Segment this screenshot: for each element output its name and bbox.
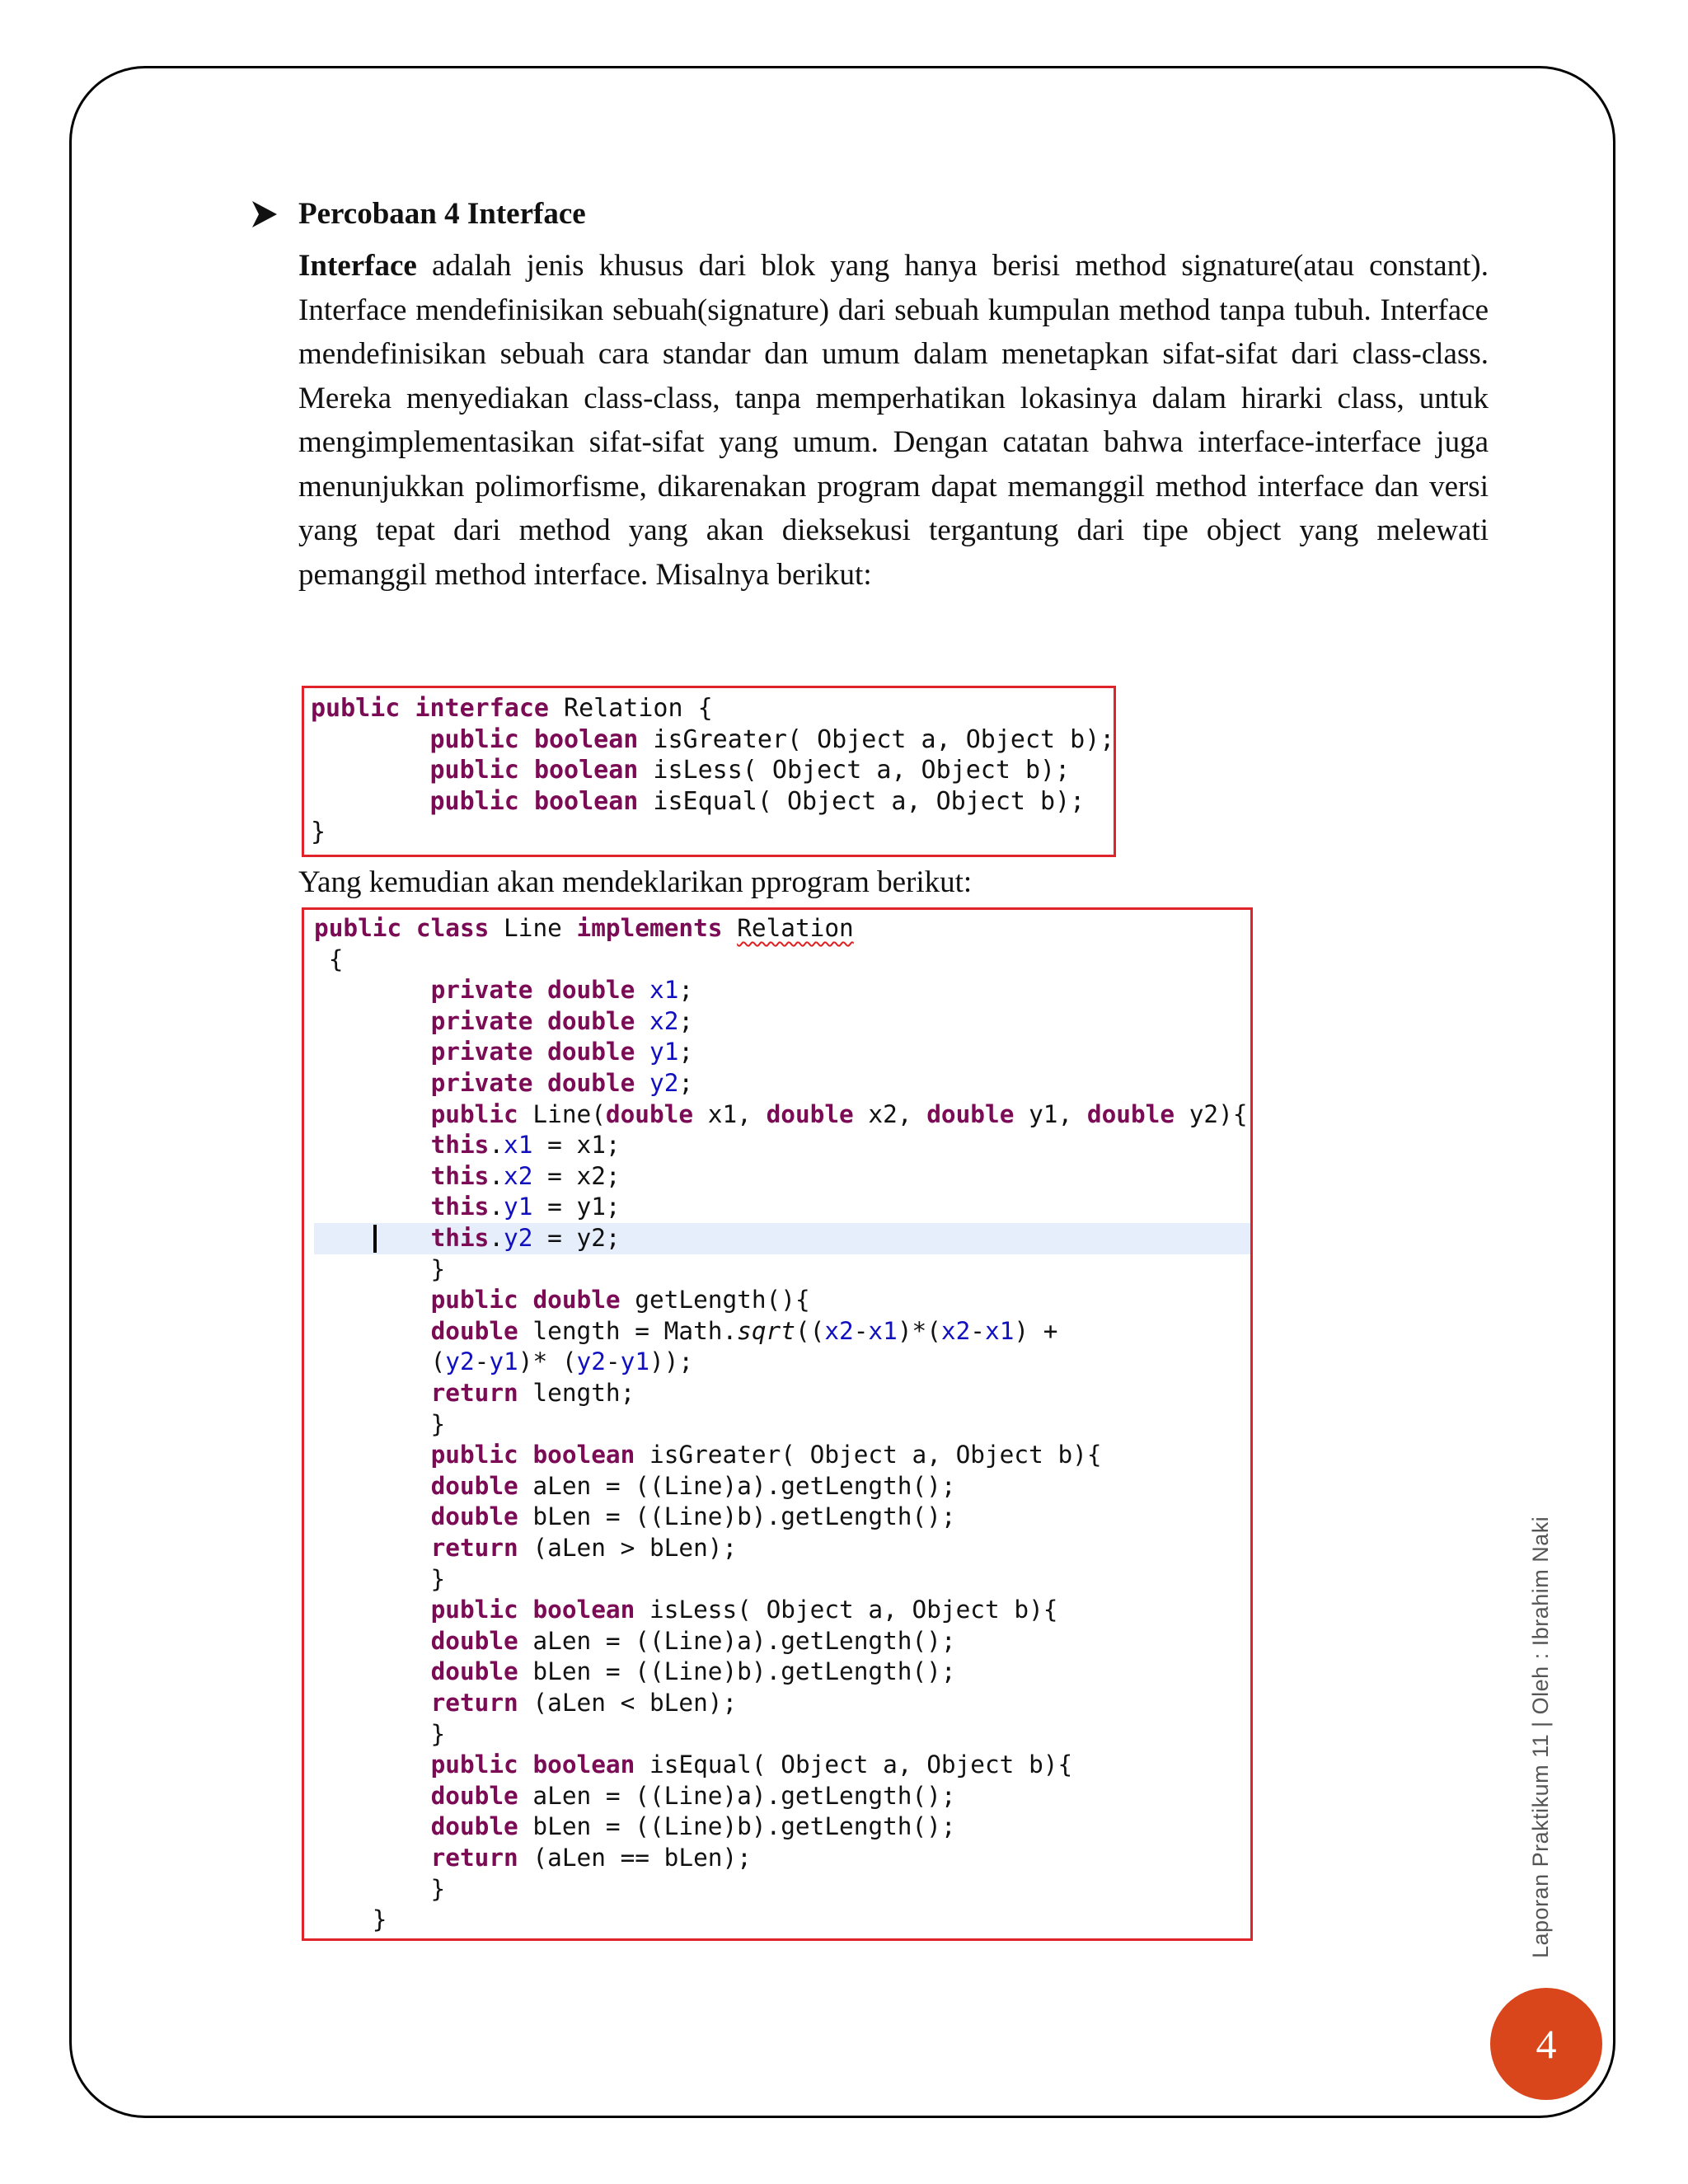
code-line: public Line(double x1, double x2, double y1, double y2){ xyxy=(430,1099,1248,1128)
intro-paragraph xyxy=(298,244,1489,597)
code-line: public boolean isEqual( Object a, Object b); xyxy=(429,786,1085,816)
code-line: double aLen = ((Line)a).getLength(); xyxy=(430,1781,956,1810)
code-line: double bLen = ((Line)b).getLength(); xyxy=(430,1502,956,1531)
code-line: private double y2; xyxy=(430,1069,694,1097)
code-line: this.y2 = y2; xyxy=(430,1224,621,1252)
code-line: public boolean isEqual( Object a, Object b){ xyxy=(430,1750,1073,1779)
code-line: return length; xyxy=(430,1379,635,1407)
code-line: } xyxy=(314,1564,446,1593)
caption-text: Yang kemudian akan mendeklarikan pprogram berikut: xyxy=(298,865,973,899)
code-line: public double getLength(){ xyxy=(430,1286,810,1315)
code-line: public boolean isLess( Object a, Object b){ xyxy=(430,1596,1058,1624)
code-line: public class Line implements Relation xyxy=(314,914,854,942)
code-line: this.x2 = x2; xyxy=(430,1161,621,1190)
code-line: public boolean isLess( Object a, Object b); xyxy=(429,756,1071,785)
code-line: double bLen = ((Line)b).getLength(); xyxy=(430,1657,956,1686)
page-number-badge: 4 xyxy=(1490,1988,1602,2100)
section-heading xyxy=(247,196,586,232)
side-footer-text: Laporan Praktikum 11 | Oleh : Ibrahim Naki xyxy=(1528,1516,1553,1958)
code-line: } xyxy=(314,1905,387,1934)
code-line: double aLen = ((Line)a).getLength(); xyxy=(430,1626,956,1655)
code-line: double aLen = ((Line)a).getLength(); xyxy=(430,1471,956,1500)
paragraph-bold-lead: Interface xyxy=(298,249,417,283)
interface-code-block xyxy=(302,686,1116,857)
code-line: } xyxy=(314,1254,446,1283)
code-line: } xyxy=(314,1874,446,1903)
code-line: this.x1 = x1; xyxy=(430,1131,621,1160)
code-line: { xyxy=(314,944,344,973)
code-line: double length = Math.sqrt((x2-x1)*(x2-x1) + xyxy=(430,1316,1058,1345)
code-line: this.y1 = y1; xyxy=(430,1193,621,1221)
code-line: } xyxy=(314,1409,446,1438)
code-line: } xyxy=(314,1719,446,1748)
paragraph-text: adalah jenis khusus dari blok yang hanya berisi method signature(atau constant). Interface mendefinisikan sebuah(signature) dari sebuah kumpulan method tanpa tubuh. Interface mendefinisikan sebuah cara standar dan umum dalam menetapkan sifat-sifat dari class-class. Mereka menyediakan class-class, tanpa memperhatikan lokasinya dalam hirarki class, untuk mengimplementasikan sifat-sifat yang umum. Dengan catatan bahwa interface-interface juga menunjukkan polimorfisme, dikarenakan program dapat memanggil method interface dan versi yang tepat dari method yang akan dieksekusi tergantung dari tipe object yang melewati pemanggil method interface. Misalnya berikut: xyxy=(298,249,1489,592)
class-code-block xyxy=(302,907,1253,1941)
code-line: public boolean isGreater( Object a, Object b){ xyxy=(430,1441,1102,1469)
code-line: private double x2; xyxy=(430,1006,694,1035)
code-line: public boolean isGreater( Object a, Object b); xyxy=(429,724,1115,754)
code-line: } xyxy=(311,818,326,847)
code-line: private double x1; xyxy=(430,976,694,1005)
code-line: double bLen = ((Line)b).getLength(); xyxy=(430,1812,956,1841)
code-line: public interface Relation { xyxy=(311,694,713,723)
code-line: (y2-y1)* (y2-y1)); xyxy=(314,1347,694,1376)
code-line: return (aLen > bLen); xyxy=(430,1534,738,1562)
code-line: return (aLen < bLen); xyxy=(430,1689,738,1717)
code-line: return (aLen == bLen); xyxy=(430,1844,752,1872)
arrow-bullet-icon xyxy=(247,198,280,231)
code-line: private double y1; xyxy=(430,1038,694,1066)
section-title: Percobaan 4 Interface xyxy=(298,197,586,231)
